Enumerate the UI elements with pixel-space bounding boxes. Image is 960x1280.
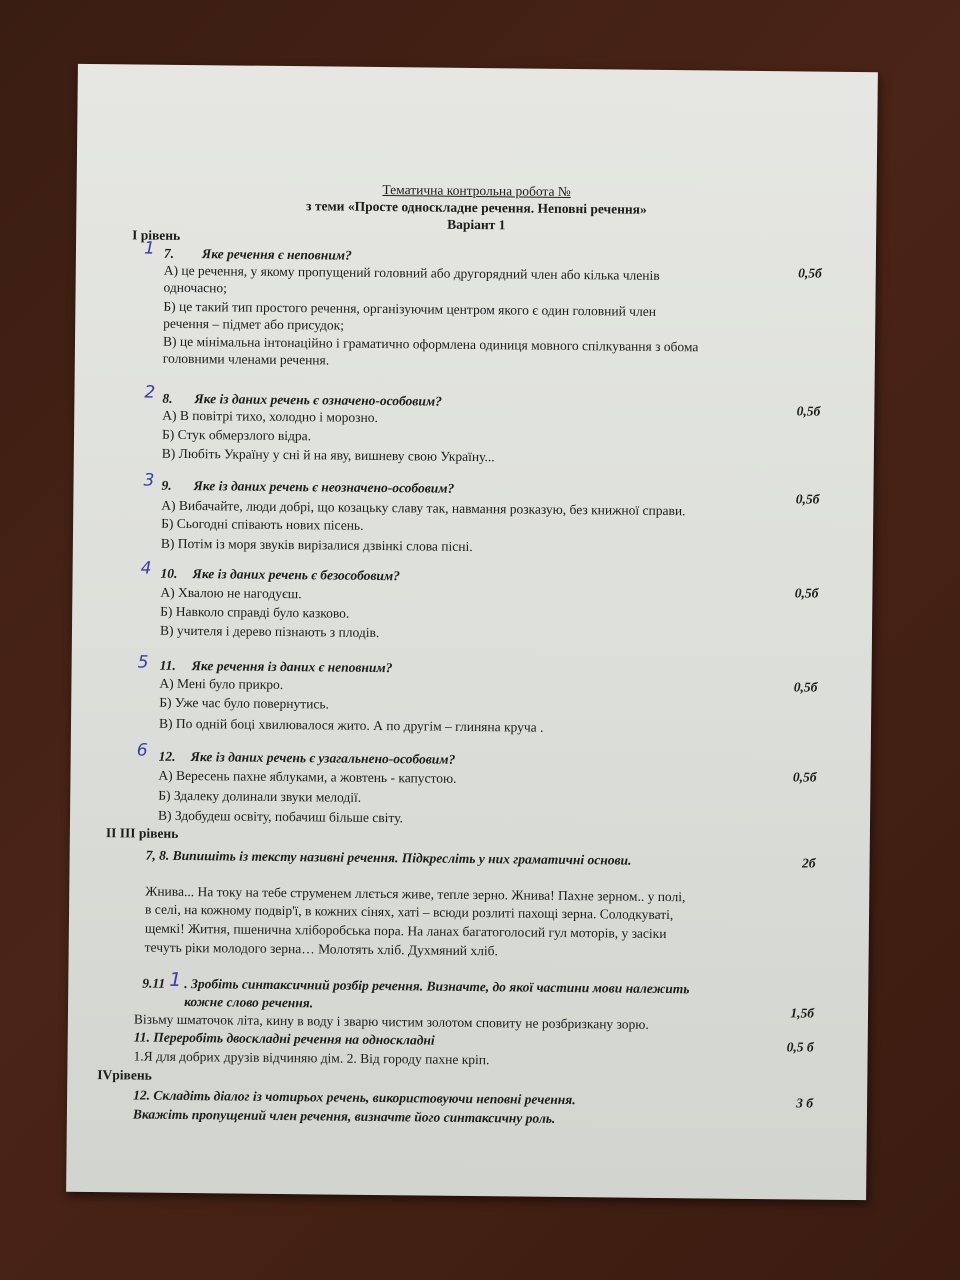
answer-option: А) Хвалою не нагодуєш. [160,584,302,602]
handwritten-number: 3 [143,470,155,491]
question-points: 0,5б [796,403,821,419]
question-title: Яке із даних речень є неозначено-особовим? [193,478,455,496]
answer-option: Б) Уже час було повернутись. [159,694,329,712]
task-911-number: 9.11 [142,975,166,991]
passage-line: течуть ріки молодого зерна… Молотять хліб. Духмяний хліб. [144,939,499,959]
task-11-title: 11. Переробіть двоскладні речення на односкладні [133,1029,435,1048]
question-number: 11. [159,657,176,673]
answer-option: Б) Сьогодні співають нових пісень. [161,515,364,533]
task-12-points: 3 б [796,1095,814,1111]
question-number: 7. [163,245,175,261]
passage-line: щемкі! Житня, пшенична хліборобська пора. На ланах багатоголосий гул моторів, у засіки [144,920,667,942]
answer-option: головними членами речення. [162,350,330,368]
answer-option: А) Вибачайте, люди добрі, що козацьку славу так, навмання розказую, без книжної справи. [161,497,686,519]
question-number: 8. [162,390,173,406]
question-title: Яке із даних речень є означено-особовим? [194,391,442,409]
handwritten-number: 2 [144,382,156,403]
question-number: 9. [161,477,172,493]
question-points: 0,5б [793,679,818,695]
task-911-title-cont: кожне слово речення. [184,994,314,1011]
task-12-title: 12. Складіть діалог із чотирьох речень, використовуючи неповні речення. [133,1087,576,1108]
exam-sheet [66,64,878,1200]
question-points: 0,5б [798,265,822,281]
answer-option: А) це речення, у якому пропущений головний або другорядний член або кілька членів [163,262,660,283]
level-4-heading: ІVрівень [97,1067,152,1083]
task-12-title-cont: Вкажіть пропущений член речення, визначте його синтаксичну роль. [132,1106,556,1126]
answer-option: А) В повітрі тихо, холодно і морозно. [162,407,378,426]
task-11-points: 0,5 б [786,1039,814,1055]
header-title: Тематична контрольна робота № [382,182,571,200]
question-points: 0,5б [792,769,817,785]
task-78-title: 7, 8. Випишіть із тексту називні речення. Підкресліть у них граматичні основи. [145,847,632,868]
handwritten-number: 6 [136,740,148,761]
handwritten-number: 1 [143,238,155,259]
question-title: Яке із даних речень є узагальнено-особовим? [190,749,456,767]
question-title: Яке речення із даних є неповним? [191,658,393,676]
task-911-sentence: Візьму шматочок літа, кину в воду і зварю чистим золотом сповиту не розбризкану зорю. [133,1011,649,1032]
question-number: 12. [158,748,176,764]
task-11-sentences: 1.Я для добрих друзів відчиняю дім. 2. Від городу пахне кріп. [133,1048,490,1068]
answer-option: В) учителя і дерево пізнають з плодів. [159,622,380,641]
level-1-heading: І рівень [132,227,181,243]
answer-option: А) Мені було прикро. [159,675,284,693]
passage-line: в селі, на кожному подвір'ї, в кожних сінях, хаті – всюди розлиті пахощі зерна. Солодкуваті, [145,901,674,923]
answer-option: Б) Здалеку долинали звуки мелодії. [158,787,362,805]
answer-option: А) Вересень пахне яблуками, а жовтень - капустою. [158,767,457,786]
task-78-points: 2б [802,855,816,871]
answer-option: Б) Стук обмерзлого відра. [161,426,312,444]
question-title: Яке речення є неповним? [201,246,352,263]
answer-option: речення – підмет або присудок; [163,315,345,333]
header-topic: з теми «Просте односкладне речення. Неповні речення» [306,198,647,217]
answer-option: В) Любіть Україну у сні й на яву, вишневу свою Україну... [161,445,495,465]
answer-option: В) По одній боці хвилювалося жито. А по другім – глиняна круча . [158,715,544,735]
answer-option: Б) Навколо справді було казково. [160,603,350,621]
answer-option: В) Потім із моря звуків вирізалися дзвінкі слова пісні. [160,535,473,555]
task-911-points: 1,5б [790,1005,815,1021]
question-points: 0,5б [795,491,820,507]
passage-line: Жнива... На току на тебе струменем ллється живе, тепле зерно. Жнива! Пахне зерном.. у полі, [145,883,686,905]
handwritten-number: 4 [140,558,152,579]
question-points: 0,5б [794,585,819,601]
level-2-3-heading: ІІ ІІІ рівень [105,825,179,841]
header-variant: Варіант 1 [447,216,506,233]
handwritten-number: 1 [169,968,182,991]
task-911-title: . Зробіть синтаксичний розбір речення. Визначте, до якої частини мови належить [184,976,690,997]
answer-option: Б) це такий тип простого речення, організуючим центром якого є один головний член [163,298,657,319]
question-title: Яке із даних речень є безособовим? [192,566,401,584]
answer-option: одночасно; [163,279,228,296]
question-number: 10. [160,565,178,581]
answer-option: В) Здобудеш освіту, побачиш більше світу. [157,807,403,826]
answer-option: В) це мінімальна інтонаційно і граматично оформлена одиниця мовного спілкування з обома [162,333,699,355]
handwritten-number: 5 [137,652,149,673]
